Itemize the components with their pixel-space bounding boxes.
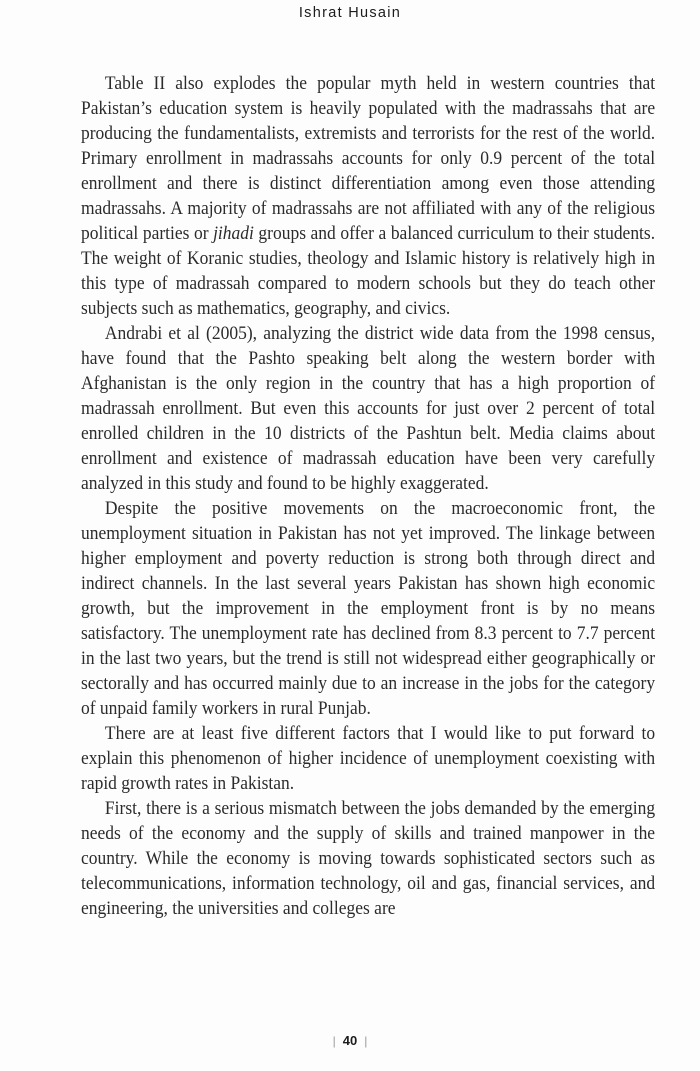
page-number: 40 <box>342 1033 358 1048</box>
text-run: Table II also explodes the popular myth held in western countries that Pakistan’s education system is heavily populated with the madrassahs that are producing the fundamentalists, extremists and terrorists for the rest of the world. Primary enrollment in madrassahs accounts for only 0.9 percent of the total enrollment and there is distinct differentiation among even those attending madrassahs. A majority of madrassahs are not affiliated with any of the religious political parties or <box>81 73 656 244</box>
body-paragraph <box>81 71 655 321</box>
text-run: groups and offer a balanced curriculum to their students. The weight of Koranic studies, theology and Islamic history is relatively high in this type of madrassah compared to modern schools but they do teach other subjects such as mathematics, geography, and civics. <box>81 223 656 319</box>
footer-separator-right: | <box>364 1034 368 1048</box>
body-paragraph <box>81 796 655 921</box>
text-run: Despite the positive movements on the macroeconomic front, the unemployment situation in Pakistan has not yet improved. The linkage between higher employment and poverty reduction is strong both through direct and indirect channels. In the last several years Pakistan has shown high economic growth, but the improvement in the employment front is by no means satisfactory. The unemployment rate has declined from 8.3 percent to 7.7 percent in the last two years, but the trend is still not widespread either geographically or sectorally and has occurred mainly due to an increase in the jobs for the category of unpaid family workers in rural Punjab. <box>81 498 656 719</box>
text-run: There are at least five different factors that I would like to put forward to explain this phenomenon of higher incidence of unemployment coexisting with rapid growth rates in Pakistan. <box>81 723 656 794</box>
body-paragraph <box>81 496 655 721</box>
text-run: Andrabi et al (2005), analyzing the district wide data from the 1998 census, have found that the Pashto speaking belt along the western border with Afghanistan is the only region in the country that has a high proportion of madrassah enrollment. But even this accounts for just over 2 percent of total enrolled children in the 10 districts of the Pashtun belt. Media claims about enrollment and existence of madrassah education have been very carefully analyzed in this study and found to be highly exaggerated. <box>81 323 656 494</box>
running-head-author: Ishrat Husain <box>298 5 402 21</box>
italic-term: jihadi <box>213 223 254 244</box>
body-paragraph <box>81 721 655 796</box>
text-run: First, there is a serious mismatch between the jobs demanded by the emerging needs of the economy and the supply of skills and trained manpower in the country. While the economy is moving towards sophisticated sectors such as telecommunications, information technology, oil and gas, financial services, and engineering, the universities and colleges are <box>81 798 656 919</box>
footer-separator-left: | <box>332 1034 336 1048</box>
article-body <box>81 71 655 921</box>
page-footer <box>0 1033 700 1048</box>
body-paragraph <box>81 321 655 496</box>
